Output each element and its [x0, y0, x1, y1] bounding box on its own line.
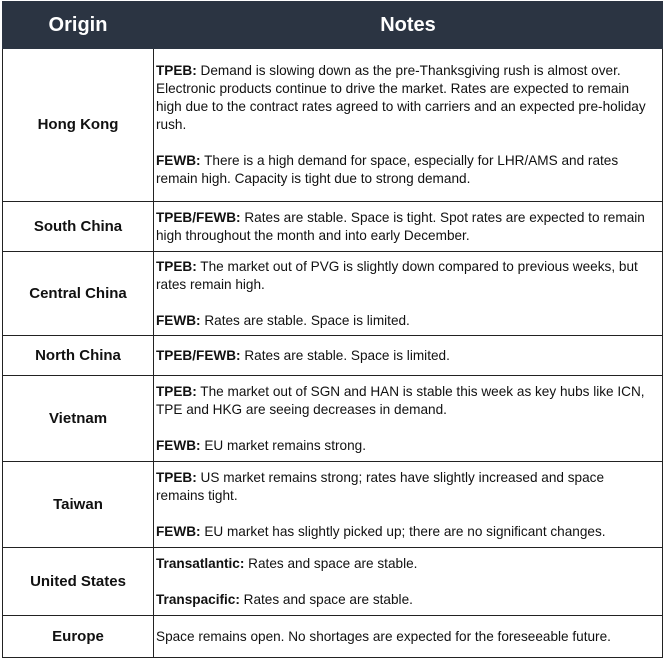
notes-cell — [154, 376, 663, 462]
note-text: Space remains open. No shortages are expected for the foreseeable future. — [156, 628, 611, 644]
table-row — [3, 252, 663, 336]
rates-table — [2, 1, 663, 658]
note-text: Rates are stable. Space is tight. Spot rates are expected to remain high throughout the month and into early December. — [156, 209, 645, 243]
note-text: Rates and space are stable. — [244, 555, 418, 571]
note-text: The market out of PVG is slightly down compared to previous weeks, but rates remain high. — [156, 258, 638, 292]
note-label: FEWB: — [156, 153, 201, 168]
note-label: TPEB/FEWB: — [156, 209, 241, 225]
note-block — [156, 523, 656, 541]
note-text: Demand is slowing down as the pre-Thanksgiving rush is almost over. Electronic products continue to drive the market. Rates are expected to remain high due to the contract rates agreed to with carriers and an expected pre-holiday rush. — [156, 63, 646, 132]
note-label: TPEB: — [156, 383, 197, 399]
note-block — [156, 555, 656, 573]
origin-cell: Europe — [3, 616, 154, 658]
origin-cell: United States — [3, 548, 154, 616]
note-block — [156, 209, 656, 245]
notes-cell — [154, 616, 663, 658]
note-text: EU market has slightly picked up; there are no significant changes. — [200, 523, 606, 539]
note-text: Rates and space are stable. — [239, 591, 413, 607]
table-row — [3, 202, 663, 252]
notes-cell — [154, 548, 663, 616]
table-row — [3, 462, 663, 548]
note-block — [156, 347, 656, 365]
note-block — [156, 258, 656, 294]
note-block — [156, 152, 656, 188]
notes-cell — [154, 252, 663, 336]
table-row — [3, 616, 663, 658]
note-label: TPEB: — [156, 469, 197, 485]
note-label: TPEB/FEWB: — [156, 347, 241, 363]
note-block — [156, 437, 656, 455]
origin-cell: South China — [3, 202, 154, 252]
note-text: US market remains strong; rates have slightly increased and space remains tight. — [156, 469, 605, 503]
note-block — [156, 591, 656, 609]
note-block — [156, 62, 656, 134]
notes-cell — [154, 202, 663, 252]
origin-cell: Hong Kong — [3, 49, 154, 202]
table-row — [3, 49, 663, 202]
note-label: FEWB: — [156, 437, 201, 453]
origin-cell: Taiwan — [3, 462, 154, 548]
note-label: Transatlantic: — [156, 555, 245, 571]
origin-cell: North China — [3, 336, 154, 376]
note-text: The market out of SGN and HAN is stable this week as key hubs like ICN, TPE and HKG are seeing decreases in demand. — [156, 383, 645, 417]
origin-cell: Vietnam — [3, 376, 154, 462]
origin-column-header: Origin — [3, 2, 154, 49]
note-block — [156, 469, 656, 505]
note-text: Rates are stable. Space is limited. — [240, 347, 450, 363]
note-label: Transpacific: — [156, 591, 240, 607]
notes-column-header: Notes — [154, 2, 663, 49]
header-row — [3, 2, 663, 49]
notes-cell — [154, 336, 663, 376]
table-row — [3, 548, 663, 616]
notes-cell — [154, 49, 663, 202]
table-row — [3, 336, 663, 376]
note-block — [156, 383, 656, 419]
table-row — [3, 376, 663, 462]
note-block — [156, 628, 656, 646]
note-block — [156, 312, 656, 330]
note-label: FEWB: — [156, 312, 201, 328]
note-label: TPEB: — [156, 63, 197, 78]
origin-cell: Central China — [3, 252, 154, 336]
notes-cell — [154, 462, 663, 548]
note-text: EU market remains strong. — [200, 437, 366, 453]
note-text: There is a high demand for space, especially for LHR/AMS and rates remain high. Capacity is tight due to strong demand. — [156, 153, 619, 186]
note-label: TPEB: — [156, 258, 197, 274]
note-label: FEWB: — [156, 523, 201, 539]
note-text: Rates are stable. Space is limited. — [200, 312, 410, 328]
